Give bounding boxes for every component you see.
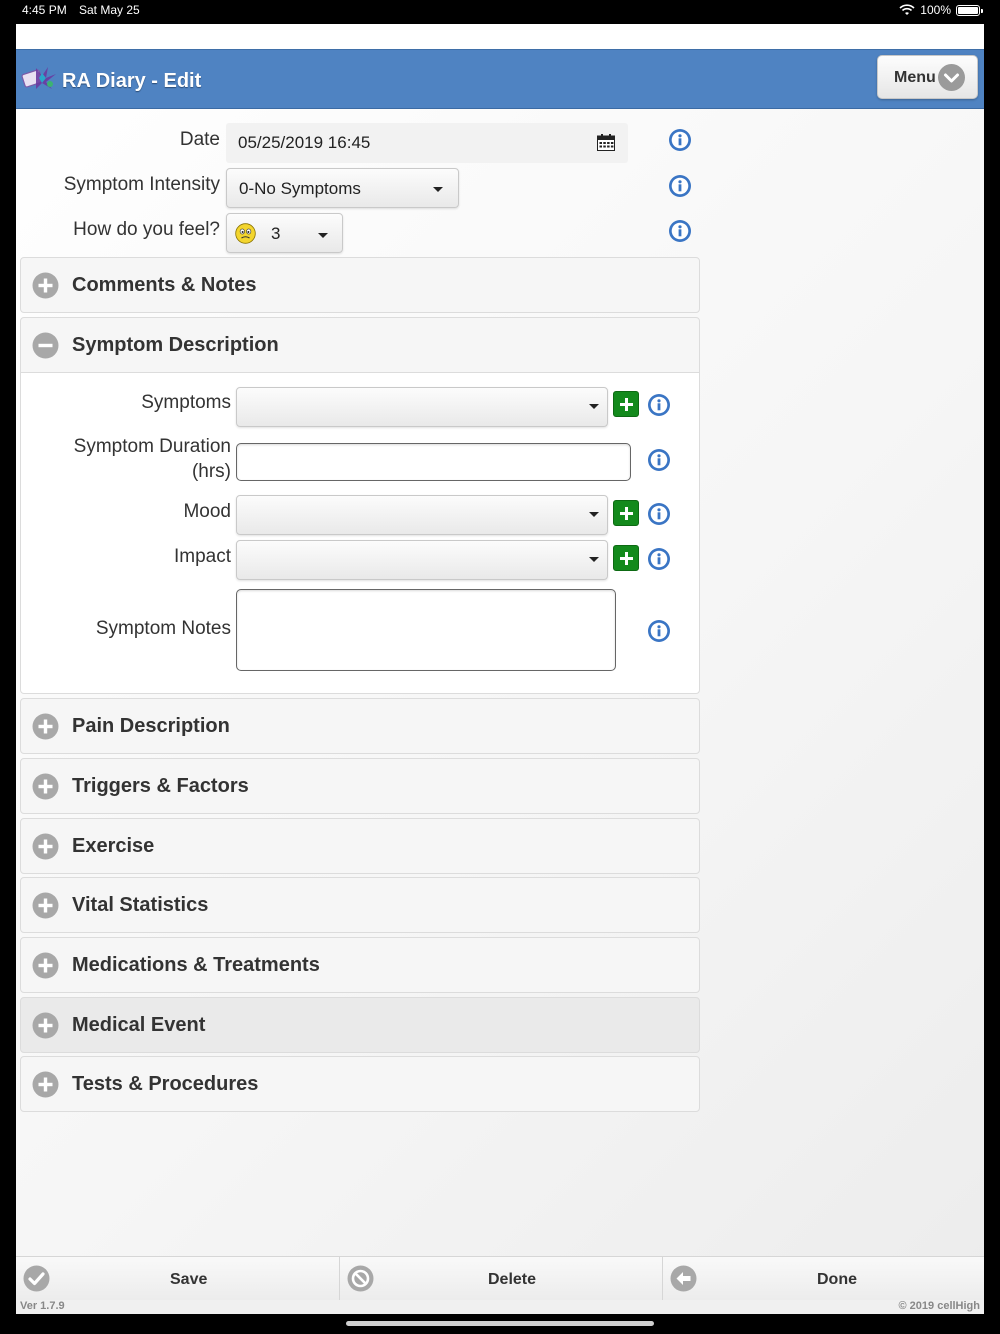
section-medications-treatments[interactable]: [20, 937, 700, 993]
caret-down-icon: [589, 557, 599, 562]
app-window: [16, 24, 984, 1314]
symptoms-select[interactable]: [236, 387, 608, 427]
bottom-toolbar: [16, 1256, 984, 1300]
menu-button[interactable]: [877, 55, 978, 99]
footer: [16, 1300, 984, 1314]
menu-label: Menu: [894, 69, 936, 86]
info-icon[interactable]: [647, 448, 671, 472]
section-tests-procedures[interactable]: [20, 1056, 700, 1112]
info-icon[interactable]: [668, 219, 692, 243]
date-label: Date: [179, 129, 220, 150]
symptoms-label: Symptoms: [141, 392, 231, 413]
duration-label-line2: (hrs): [191, 461, 231, 482]
caret-down-icon: [318, 233, 328, 238]
plus-circle-icon: [32, 272, 59, 299]
section-title: Medical Event: [72, 1014, 206, 1036]
section-title: Vital Statistics: [72, 894, 209, 916]
intensity-value: 0-No Symptoms: [239, 179, 361, 198]
plus-circle-icon: [32, 892, 59, 919]
minus-circle-icon: [32, 332, 59, 359]
mood-label: Mood: [183, 501, 231, 522]
add-symptom-button[interactable]: [613, 391, 639, 417]
status-bar: [0, 0, 1000, 22]
add-impact-button[interactable]: [613, 545, 639, 571]
info-icon[interactable]: [668, 174, 692, 198]
plus-circle-icon: [32, 1071, 59, 1098]
notes-textarea[interactable]: [236, 589, 616, 671]
impact-select[interactable]: [236, 540, 608, 580]
symptom-description-panel: [20, 373, 700, 694]
battery-icon: [956, 5, 980, 16]
prohibited-icon: [347, 1265, 374, 1292]
section-title: Triggers & Factors: [72, 775, 249, 797]
checkmark-icon: [23, 1265, 50, 1292]
plus-circle-icon: [32, 952, 59, 979]
section-pain-description[interactable]: [20, 698, 700, 754]
delete-label: Delete: [488, 1271, 537, 1288]
duration-label: [21, 434, 231, 484]
caret-down-icon: [433, 187, 443, 192]
section-title: Medications & Treatments: [72, 954, 320, 976]
save-button[interactable]: [16, 1257, 339, 1301]
mood-face-icon: [235, 223, 256, 244]
calendar-icon[interactable]: [597, 134, 615, 151]
caret-down-icon: [589, 404, 599, 409]
date-value: 05/25/2019 16:45: [238, 133, 371, 152]
app-logo-icon: [20, 64, 60, 92]
plus-circle-icon: [32, 1012, 59, 1039]
info-icon[interactable]: [647, 547, 671, 571]
version-text: Ver 1.7.9: [20, 1300, 65, 1312]
battery-percent: 100%: [920, 3, 951, 17]
header-bar: [16, 49, 984, 109]
mood-select[interactable]: [236, 495, 608, 535]
plus-circle-icon: [32, 713, 59, 740]
chevron-down-icon: [938, 64, 965, 91]
duration-input[interactable]: [236, 443, 631, 481]
delete-button[interactable]: [340, 1257, 662, 1301]
info-icon[interactable]: [647, 393, 671, 417]
done-label: Done: [817, 1271, 857, 1288]
add-mood-button[interactable]: [613, 500, 639, 526]
impact-label: Impact: [173, 546, 231, 567]
caret-down-icon: [589, 512, 599, 517]
section-title: Symptom Description: [72, 334, 279, 356]
section-medical-event[interactable]: [20, 997, 700, 1053]
notes-label: Symptom Notes: [95, 618, 231, 639]
section-title: Comments & Notes: [72, 274, 257, 296]
section-exercise[interactable]: [20, 818, 700, 874]
section-vital-statistics[interactable]: [20, 877, 700, 933]
info-icon[interactable]: [668, 128, 692, 152]
copyright-text: © 2019 cellHigh: [898, 1300, 980, 1312]
intensity-label: Symptom Intensity: [63, 174, 220, 195]
status-right: [899, 3, 980, 17]
page-title: RA Diary - Edit: [62, 70, 202, 92]
info-icon[interactable]: [647, 502, 671, 526]
save-label: Save: [170, 1271, 208, 1288]
feel-select[interactable]: [226, 213, 343, 253]
plus-circle-icon: [32, 833, 59, 860]
section-title: Tests & Procedures: [72, 1073, 259, 1095]
section-symptom-description[interactable]: [20, 317, 700, 373]
plus-circle-icon: [32, 773, 59, 800]
arrow-left-icon: [670, 1265, 697, 1292]
section-comments-notes[interactable]: [20, 257, 700, 313]
wifi-icon: [899, 4, 915, 16]
section-triggers-factors[interactable]: [20, 758, 700, 814]
home-indicator[interactable]: [346, 1321, 654, 1326]
duration-label-line1: Symptom Duration: [73, 436, 231, 457]
info-icon[interactable]: [647, 619, 671, 643]
done-button[interactable]: [663, 1257, 984, 1301]
status-date: Sat May 25: [79, 3, 140, 17]
feel-label: How do you feel?: [73, 219, 220, 240]
section-title: Exercise: [72, 835, 155, 857]
status-time: 4:45 PM: [22, 3, 67, 17]
date-input[interactable]: [226, 123, 628, 163]
section-title: Pain Description: [72, 715, 230, 737]
feel-value: 3: [271, 224, 281, 243]
intensity-select[interactable]: [226, 168, 459, 208]
